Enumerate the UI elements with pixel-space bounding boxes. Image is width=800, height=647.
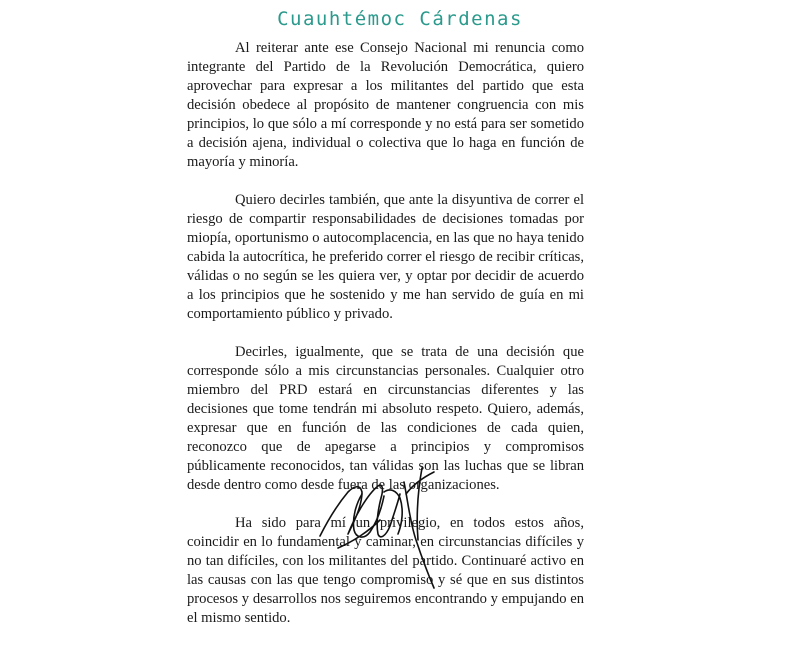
- paragraph-4: Ha sido para mí un privilegio, en todos estos años, coincidir en lo fundamental y caminar, en circunstancias difíciles y no tan difíciles, con los militantes del partido. Continuaré activo en las causas con las que tengo compromiso y sé que en sus distintos procesos y desarrollos nos seguiremos encontrando y empujando en el mismo sentido.: [187, 515, 584, 626]
- handwritten-signature: [318, 462, 468, 592]
- paragraph-3: Decirles, igualmente, que se trata de una decisión que corresponde sólo a mis circunstancias personales. Cualquier otro miembro del PRD estará en circunstancias diferentes y las decisiones que tome tendrán mi absoluto respeto. Quiero, además, expresar que en función de las condiciones de cada quien, reconozco que de apegarse a principios y compromisos públicamente reconocidos, tan válidas son las luchas que se libran desde dentro como desde fuera de las organizaciones.: [187, 344, 584, 493]
- letterhead-name: Cuauhtémoc Cárdenas: [277, 8, 523, 30]
- paragraph-1: Al reiterar ante ese Consejo Nacional mi renuncia como integrante del Partido de la Revolución Democrática, quiero aprovechar para expresar a los militantes del partido que esta decisión obedece al propósito de mantener congruencia con mis principios, lo que sólo a mí corresponde y no está para ser sometido a decisión ajena, individual o colectiva que lo haga en función de mayoría y minoría.: [187, 40, 584, 170]
- paragraph-2: Quiero decirles también, que ante la disyuntiva de correr el riesgo de compartir responsabilidades de decisiones tomadas por miopía, oportunismo o autocomplacencia, en las que no haya tenido cabida la autocrítica, he preferido correr el riesgo de recibir críticas, válidas o no según se les quiera ver, y optar por decidir de acuerdo a los principios que he sostenido y me han servido de guía en mi comportamiento público y privado.: [187, 192, 584, 322]
